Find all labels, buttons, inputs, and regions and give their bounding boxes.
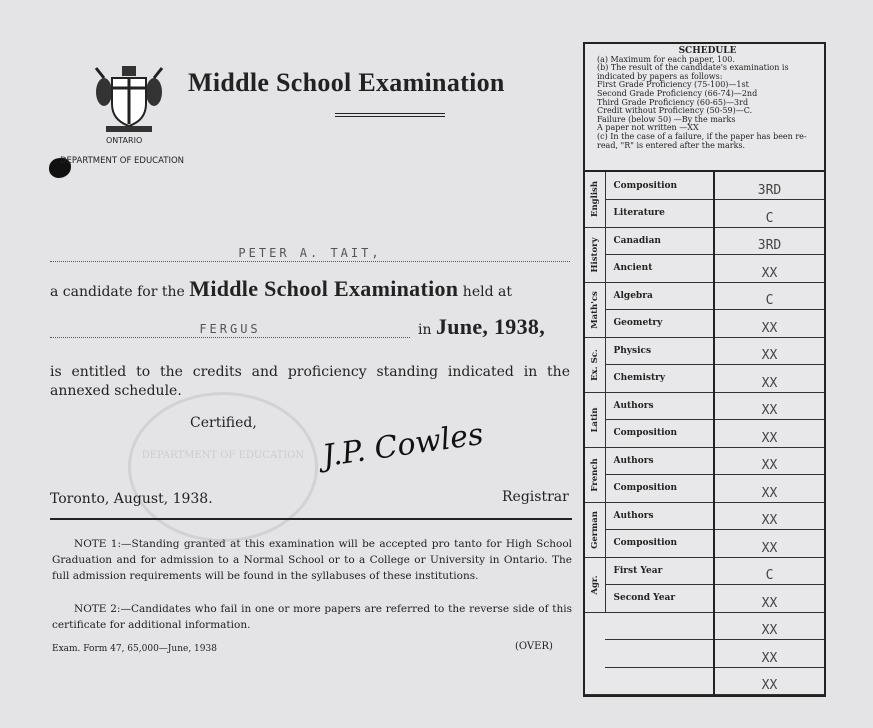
place-line [50,318,410,338]
page-title: Middle School Examination [188,68,505,97]
subject-name [605,667,714,695]
subject-group [585,282,605,337]
crest-label: ONTARIO [106,136,143,145]
group-label: German [589,510,600,549]
signature: J.P. Cowles [320,416,486,475]
schedule-legend [585,44,824,172]
subject-mark: XX [714,475,824,503]
subject-mark: XX [714,392,824,420]
subject-name: Geometry [605,310,714,338]
schedule-row [585,172,824,200]
exam-line [50,276,570,302]
date-line [418,314,545,340]
subject-mark: XX [714,310,824,338]
schedule-line: Failure (below 50) —By the marks [597,114,736,124]
subject-mark: C [714,200,824,228]
form-number: Exam. Form 47, 65,000—June, 1938 [52,644,217,654]
subject-name: Literature [605,200,714,228]
place: FERGUS [199,322,261,336]
subject-mark: XX [714,530,824,558]
subject-name: Canadian [605,227,714,255]
subject-mark: 3RD [714,172,824,200]
text: in [418,322,432,338]
schedule-row [585,667,824,695]
subject-mark: XX [714,447,824,475]
schedule-row [585,557,824,585]
group-label: Agr. [589,574,600,595]
group-label: Latin [589,407,600,432]
text: held at [462,284,512,300]
schedule-row [585,612,824,640]
subject-group [585,392,605,447]
group-label: History [589,236,600,273]
schedule-title: SCHEDULE [678,46,737,56]
certified-label: Certified, [190,415,257,431]
subject-name: Authors [605,447,714,475]
subject-name: Ancient [605,255,714,283]
schedule-row [585,585,824,613]
subject-name: Composition [605,530,714,558]
subject-mark: XX [714,365,824,393]
subject-group [585,227,605,282]
subject-name: Authors [605,502,714,530]
statement: is entitled to the credits and proficiency standing indicated in the annexed schedule. [50,364,570,399]
subject-mark: XX [714,502,824,530]
subject-mark: C [714,282,824,310]
schedule-row [585,282,824,310]
schedule-row [585,475,824,503]
subject-mark: C [714,557,824,585]
schedule-row [585,420,824,448]
subject-mark: XX [714,612,824,640]
schedule-row [585,447,824,475]
subject-name: Second Year [605,585,714,613]
note-1: NOTE 1:—Standing granted at this examination will be accepted pro tanto for High School Graduation and for admission to a Normal School or to a College or University in Ontario. The full admission requirements will be found in the syllabuses of these institutions. [52,538,572,582]
schedule-row [585,227,824,255]
exam-title: Middle School Examination [189,276,459,301]
issue-place-date: Toronto, August, 1938. [50,491,213,507]
note-2: NOTE 2:—Candidates who fail in one or more papers are referred to the reverse side of this certificate for additional information. [52,603,572,631]
schedule-line: A paper not written —XX [597,123,699,133]
ontario-crest [92,62,166,136]
schedule-row [585,365,824,393]
schedule-line: (c) In the case of a failure, if the paper has been re-read, "R" is entered after the marks. [597,131,807,150]
subject-mark: XX [714,667,824,695]
schedule-line: (b) The result of the candidate's examination is indicated by papers as follows: [597,63,789,81]
subject-name: Authors [605,392,714,420]
seal-text: DEPARTMENT OF EDUCATION [141,450,305,461]
text: a candidate for the [50,284,185,300]
candidate-name: PETER A. TAIT, [238,246,382,260]
schedule-row [585,502,824,530]
group-label: Ex. Sc. [589,348,600,381]
schedule-row [585,255,824,283]
subject-name: Composition [605,172,714,200]
subject-mark: 3RD [714,227,824,255]
schedule-line: Credit without Proficiency (50-59)—C. [597,106,753,116]
subject-name: Algebra [605,282,714,310]
schedule-row [585,337,824,365]
group-label: English [589,181,600,218]
subject-group [585,557,605,612]
group-label: French [589,457,600,492]
subject-group [585,502,605,557]
subject-mark: XX [714,337,824,365]
schedule-line: (a) Maximum for each paper, 100. [597,54,735,64]
subject-name: Composition [605,475,714,503]
subject-name: Composition [605,420,714,448]
schedule-row [585,530,824,558]
schedule-row [585,640,824,668]
schedule-line: Third Grade Proficiency (60-65)—3rd [597,97,749,107]
subject-group [585,337,605,392]
subject-name [605,612,714,640]
divider [50,518,572,520]
over-label: (OVER) [515,641,553,652]
subject-name: Chemistry [605,365,714,393]
subject-name: First Year [605,557,714,585]
subject-mark: XX [714,640,824,668]
subject-mark: XX [714,255,824,283]
schedule-row [585,200,824,228]
subject-group [585,172,605,227]
schedule-row [585,392,824,420]
schedule-line: First Grade Proficiency (75-100)—1st [597,80,749,90]
subject-group [585,612,605,695]
schedule-table [583,42,826,697]
group-label: Math'cs [589,290,600,329]
registrar-label: Registrar [502,489,569,505]
subject-group [585,447,605,502]
exam-date: June, 1938, [435,314,545,339]
subject-name [605,640,714,668]
schedule-row [585,310,824,338]
schedule-line: Second Grade Proficiency (66-74)—2nd [597,88,758,98]
title-rule [335,113,445,117]
subject-name: Physics [605,337,714,365]
subject-mark: XX [714,420,824,448]
subject-mark: XX [714,585,824,613]
department-label: DEPARTMENT OF EDUCATION [60,156,185,166]
candidate-name-line [50,242,570,262]
